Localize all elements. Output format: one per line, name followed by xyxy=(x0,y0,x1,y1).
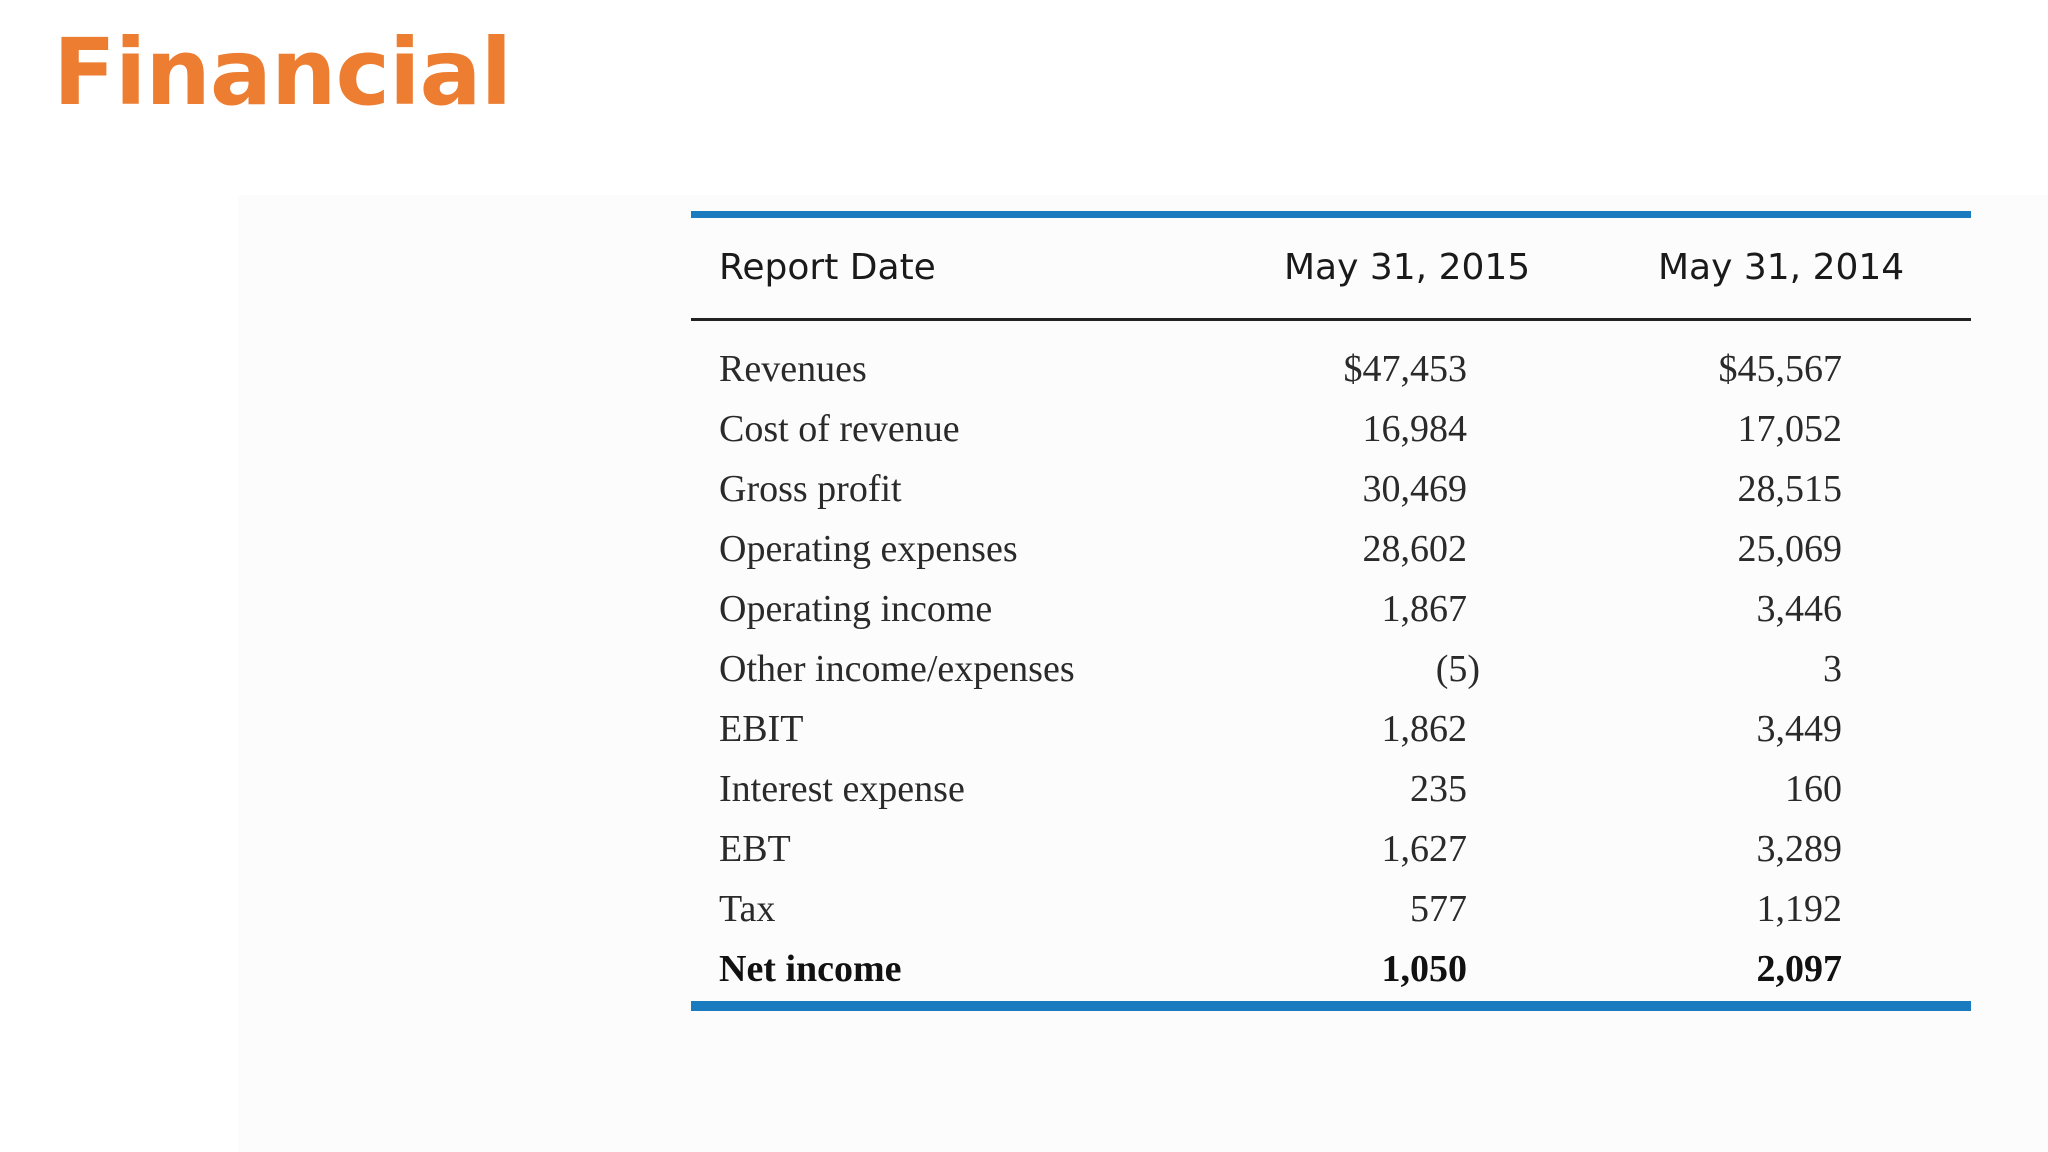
row-label: Tax xyxy=(719,888,776,930)
value-2014: 3,449 xyxy=(1756,708,1842,750)
value-2015: 1,862 xyxy=(1381,708,1467,750)
row-label: Interest expense xyxy=(719,768,965,810)
table-row xyxy=(691,699,1971,759)
row-label: Gross profit xyxy=(719,468,902,510)
table-bottom-rule xyxy=(691,1001,1971,1011)
row-label: Operating expenses xyxy=(719,528,1018,570)
table-row xyxy=(691,459,1971,519)
table-header-row xyxy=(691,218,1971,318)
value-2014: 1,192 xyxy=(1756,888,1842,930)
table-row-total xyxy=(691,939,1971,999)
row-label: EBIT xyxy=(719,708,804,750)
row-label: Net income xyxy=(719,948,902,990)
value-2014: 3 xyxy=(1823,648,1842,690)
table-body xyxy=(691,321,1971,999)
table-row xyxy=(691,639,1971,699)
value-2014: 17,052 xyxy=(1737,408,1842,450)
table-row xyxy=(691,759,1971,819)
table-row xyxy=(691,519,1971,579)
header-may-2015: May 31, 2015 xyxy=(1284,247,1531,288)
row-label: Revenues xyxy=(719,348,867,390)
value-2015: 28,602 xyxy=(1362,528,1467,570)
value-2015: 30,469 xyxy=(1362,468,1467,510)
value-2014: 3,446 xyxy=(1756,588,1842,630)
row-label: Operating income xyxy=(719,588,993,630)
value-2014: 25,069 xyxy=(1737,528,1842,570)
value-2015: 16,984 xyxy=(1362,408,1467,450)
row-label: Other income/expenses xyxy=(719,648,1075,690)
table-row xyxy=(691,339,1971,399)
value-2015: 235 xyxy=(1410,768,1467,810)
value-2014: 2,097 xyxy=(1756,948,1842,990)
table-row xyxy=(691,879,1971,939)
value-2014: 3,289 xyxy=(1756,828,1842,870)
table-top-rule xyxy=(691,211,1971,218)
table-row xyxy=(691,579,1971,639)
header-may-2014: May 31, 2014 xyxy=(1658,247,1905,288)
financial-table xyxy=(691,211,1971,1011)
value-2015: 1,050 xyxy=(1381,948,1467,990)
header-report-date: Report Date xyxy=(719,247,936,288)
table-row xyxy=(691,819,1971,879)
value-2014: 160 xyxy=(1785,768,1842,810)
table-row xyxy=(691,399,1971,459)
value-2014: 28,515 xyxy=(1737,468,1842,510)
value-2015: 1,867 xyxy=(1381,588,1467,630)
row-label: Cost of revenue xyxy=(719,408,960,450)
value-2014: $45,567 xyxy=(1718,348,1842,390)
row-label: EBT xyxy=(719,828,791,870)
value-2015: $47,453 xyxy=(1343,348,1467,390)
slide-title: Financial xyxy=(53,19,512,126)
value-2015: 577 xyxy=(1410,888,1467,930)
value-2015: (5) xyxy=(1435,648,1480,690)
value-2015: 1,627 xyxy=(1381,828,1467,870)
